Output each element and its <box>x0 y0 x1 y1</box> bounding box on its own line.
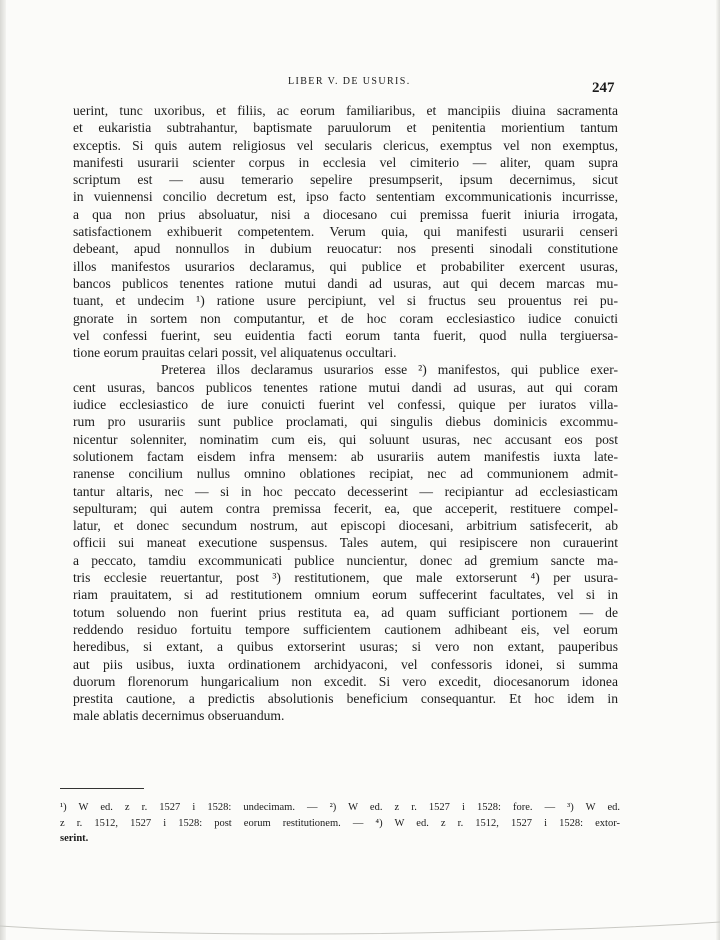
text-line: bancos publicos tenentes ratione mutui dandi ad usuras, aut qui decem marcas mu- <box>73 275 618 291</box>
text-line: totum soluendo non fuerint prius restituta ea, ad quam sufficiant portionem — de <box>73 604 618 620</box>
text-line: tantur altaris, nec — si in hoc peccato decesserint — recipiantur ad ecclesiasticam <box>73 483 618 499</box>
running-head: LIBER V. DE USURIS. <box>288 76 411 87</box>
text-line: reddendo residuo fortuitu tempore sufficientem cautionem adhibeant eis, vel eorum <box>73 621 618 637</box>
footnote-rule <box>60 788 144 789</box>
footnote-line: ¹) W ed. z r. 1527 i 1528: undecimam. — ²) W ed. z r. 1527 i 1528: fore. — ³) W ed. <box>60 802 620 813</box>
text-line: a peccato, tamdiu excommunicati publice nuncientur, donec ad gremium sancte ma- <box>73 552 618 568</box>
text-line: scriptum est — ausu temerario sepelire presumpserit, ipsum decernimus, sicut <box>73 172 618 188</box>
text-line: exceptis. Si quis autem religiosus vel secularis clericus, exemptus vel non exemptus, <box>73 137 618 153</box>
footnote-line: serint. <box>60 833 89 844</box>
text-line: et eukaristia subtrahantur, baptismate paruulorum et penitentia morientium tantum <box>73 120 618 136</box>
text-line: nicentur solenniter, nominatim cum eis, qui soluunt usuras, nec accusant eos post <box>73 431 618 447</box>
text-line: latur, et donec secundum nostrum, aut episcopi diocesani, arbitrium satisfecerit, ab <box>73 518 618 534</box>
page-number: 247 <box>592 80 615 96</box>
text-line: a qua non prius absoluatur, nisi a diocesano cui premissa fuerit iniuria irrogata, <box>73 206 618 222</box>
text-line: riam prauitatem, si ad restitutionem omnium eorum suffecerint facultates, vel si in <box>73 587 618 603</box>
page-right-edge <box>716 0 720 940</box>
text-line: satisfactionem exhibuerit competentem. Verum quia, qui manifesti usurarii censeri <box>73 224 618 240</box>
text-line: illos manifestos usurarios declaramus, qui publice et probabiliter exercent usuras, <box>73 258 618 274</box>
text-line: cent usuras, bancos publicos tenentes ratione mutui dandi ad usuras, aut qui coram <box>73 379 618 395</box>
text-line: rum pro usurariis sunt publice proclamati, qui singulis diebus dominicis excommu- <box>73 414 618 430</box>
text-line: manifesti usurarii scienter corpus in ecclesia vel cimiterio — aliter, quam supra <box>73 154 618 170</box>
text-line: officii sui maneat executione suspensus. Tales autem, qui resipiscere non curauerint <box>73 535 618 551</box>
text-line: debeant, apud nonnullos in dubium reuocatur: nos presenti sinodali constitutione <box>73 241 618 257</box>
text-line: iudice ecclesiastico de iure conuicti fuerint vel confessi, quique per iuratos villa- <box>73 397 618 413</box>
body-text <box>73 102 618 725</box>
text-line: aut piis usibus, iuxta ordinationem archidyaconi, vel confessoris idonei, si summa <box>73 656 618 672</box>
text-line: sepulturam; qui autem contra premissa fecerit, ea, que acceperit, restituere compel- <box>73 500 618 516</box>
footnote-line: z r. 1512, 1527 i 1528: post eorum restitutionem. — ⁴) W ed. z r. 1512, 1527 i 1528: extor- <box>60 817 620 829</box>
text-line: tuant, et undecim ¹) ratione usure percipiunt, vel si fructus seu prouentus rei pu- <box>73 293 618 309</box>
text-line: solutionem factam eisdem infra mensem: ab usurariis autem manifestis iuxta late- <box>73 448 618 464</box>
footnotes <box>60 800 620 847</box>
text-line: tione eorum prauitas celari possit, vel aliquatenus occultari. <box>73 345 397 361</box>
text-line: male ablatis decernimus obseruandum. <box>73 708 285 724</box>
text-line: prestita cautione, a predictis absolutionis beneficium consequantur. Et hoc idem in <box>73 691 618 707</box>
text-line: ranense concilium nullus omnino oblationes recipiat, nec ad communionem admit- <box>73 466 618 482</box>
text-line: tris ecclesie reuertantur, post ³) restitutionem, que male extorserunt ⁴) per usura- <box>73 570 618 586</box>
text-line: in vuiennensi concilio decretum est, ipso facto sententiam excommunicationis incurrisse, <box>73 189 618 205</box>
page-left-edge <box>0 0 6 940</box>
text-line: duorum florenorum hungaricalium non excedit. Si vero excedit, diocesanorum idonea <box>73 673 618 689</box>
text-line: gnorate in sortem non computantur, et de hoc coram ecclesiastico iudice conuicti <box>73 310 618 326</box>
text-line: vel confessi fuerint, seu euidentia facti eorum tanta fuerit, quod nulla tergiuersa- <box>73 327 618 343</box>
text-line: uerint, tunc uxoribus, et filiis, ac eorum familiaribus, et mancipiis diuina sacramenta <box>73 103 618 118</box>
paragraph-start-line: Preterea illos declaramus usurarios esse ²) manifestos, qui publice exer- <box>161 362 618 378</box>
text-line: heredibus, si extant, a quibus extorserint usuras; si vero non extant, pauperibus <box>73 639 618 655</box>
page-curl-decoration <box>0 920 720 940</box>
